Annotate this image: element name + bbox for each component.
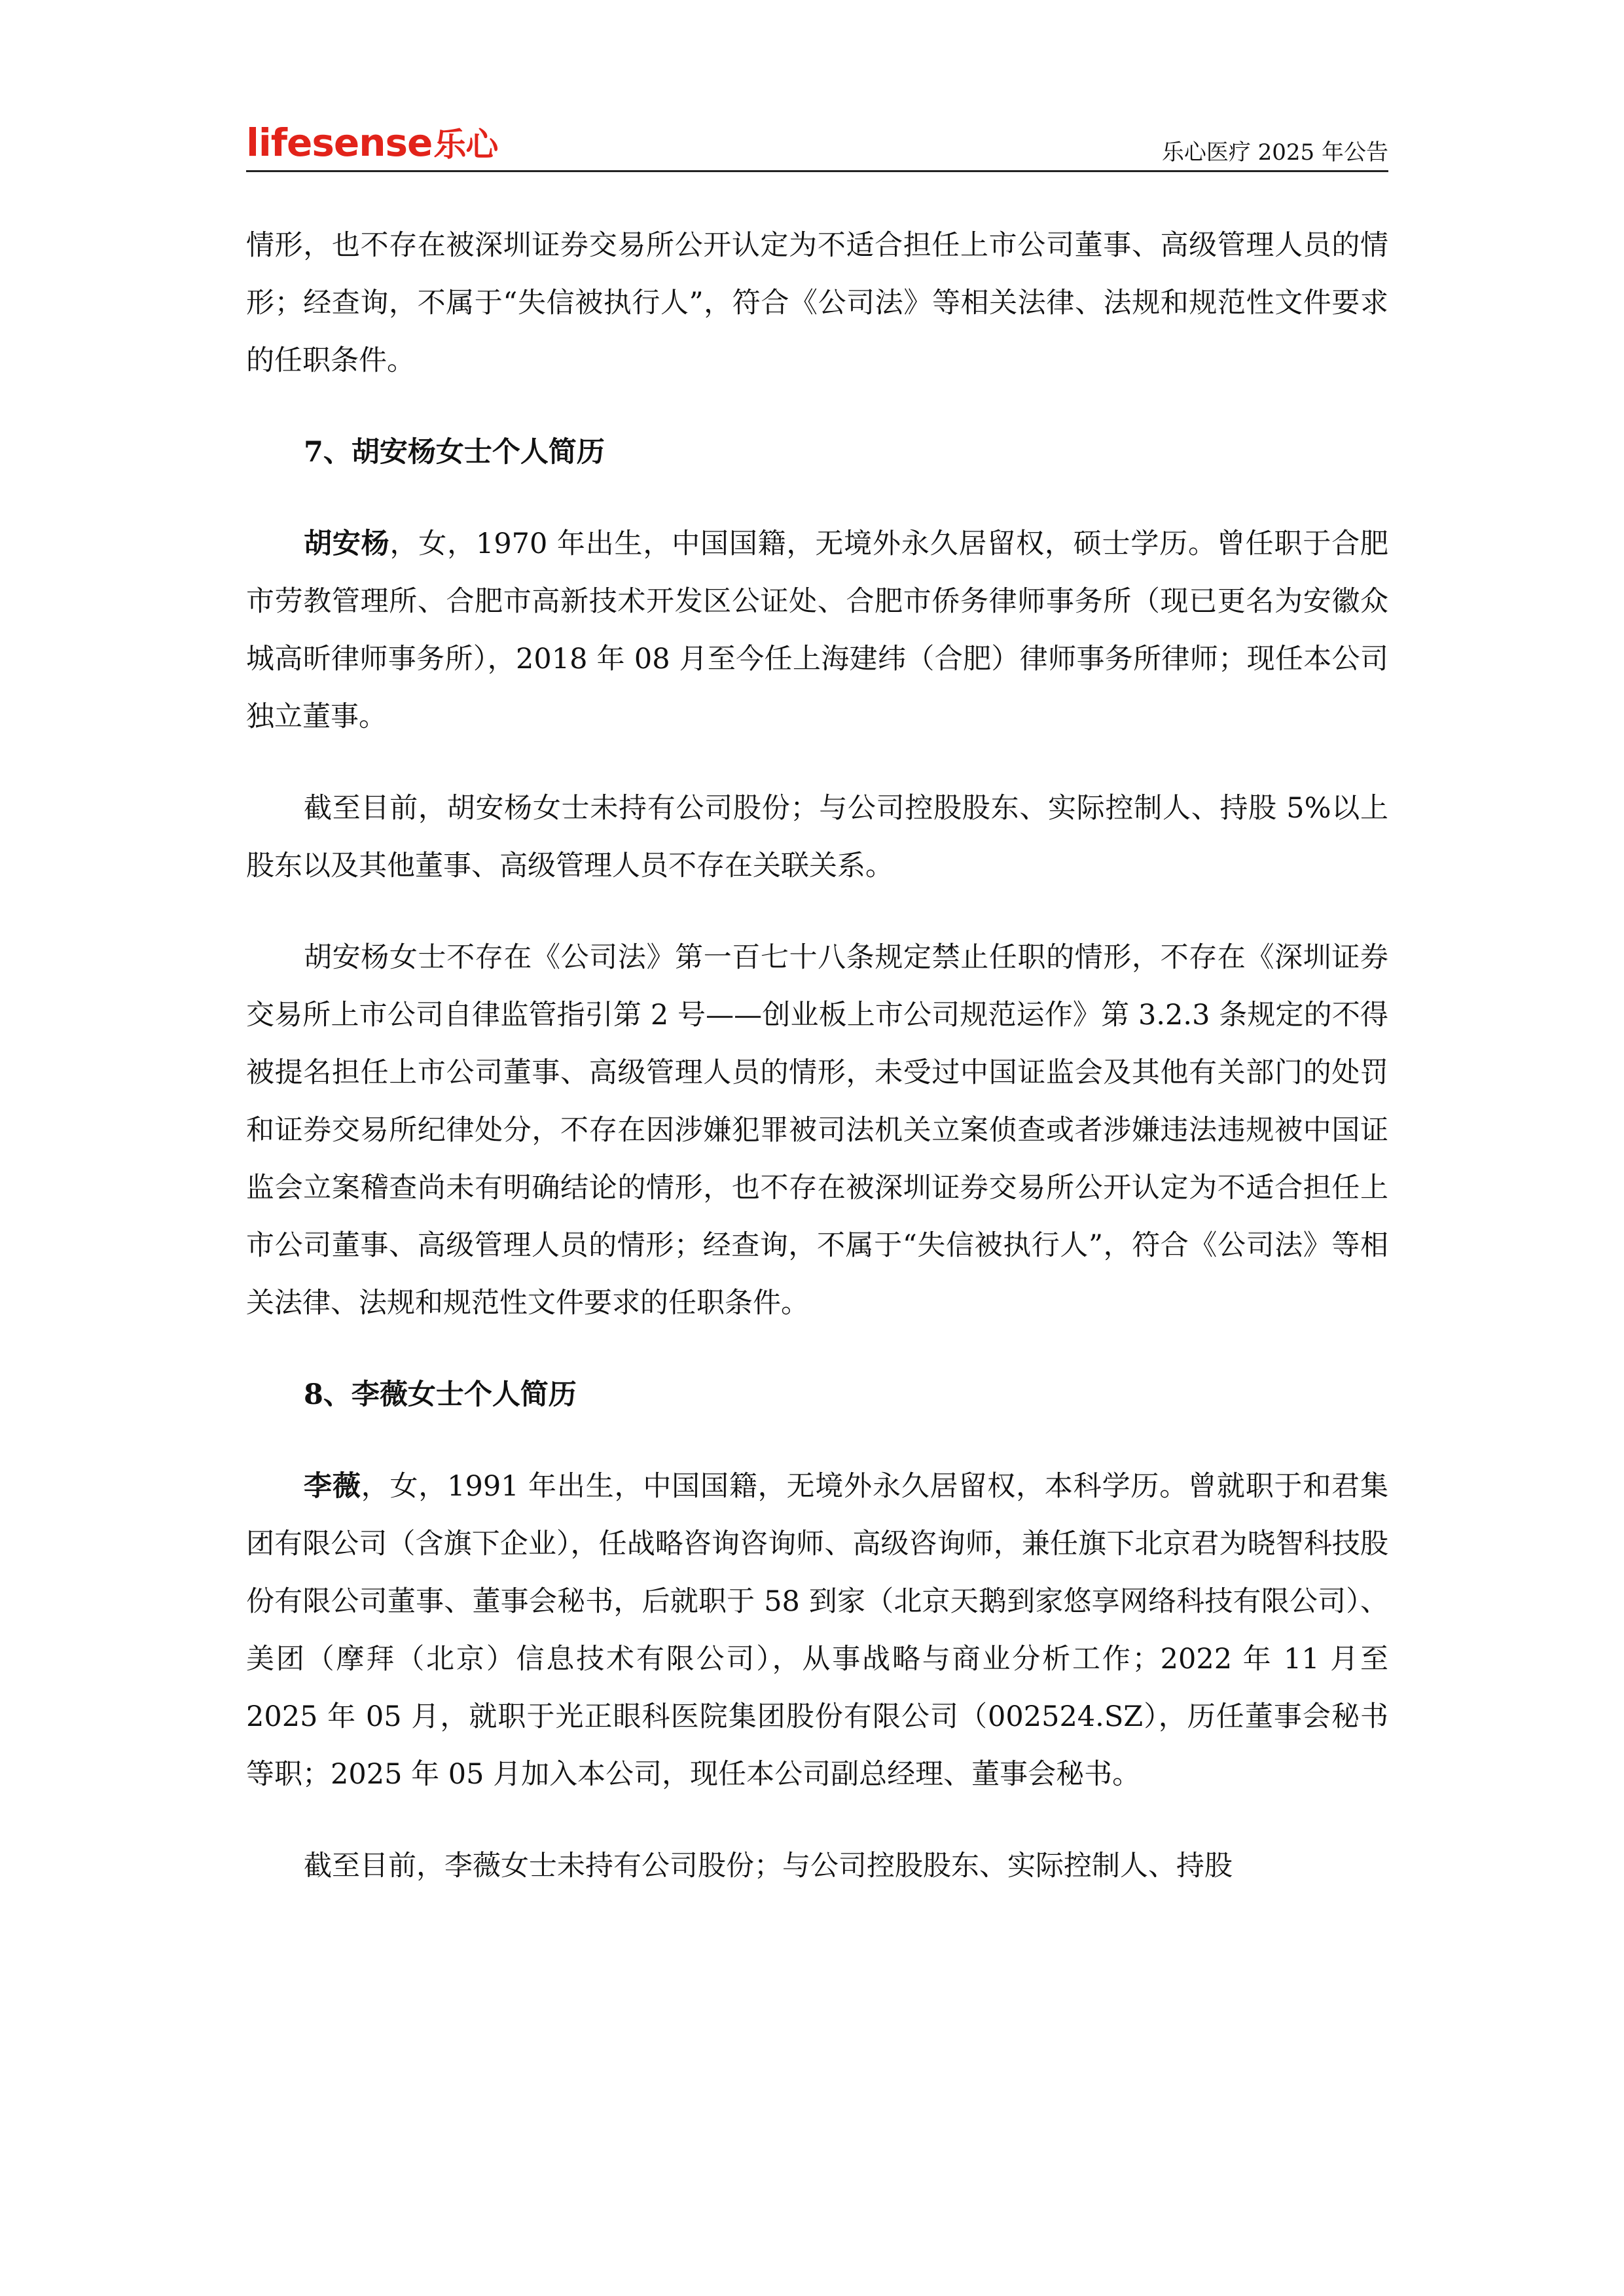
bio-text-hu-anyang: ，女，1970 年出生，中国国籍，无境外永久居留权，硕士学历。曾任职于合肥市劳教管理所、合肥市高新技术开发区公证处、合肥市侨务律师事务所（现已更名为安徽众城高昕律师事务所），2018 年 08 月至今任上海建纬（合肥）律师事务所律师；现任本公司独立董事。 — [246, 528, 1388, 733]
paragraph-continued: 情形，也不存在被深圳证券交易所公开认定为不适合担任上市公司董事、高级管理人员的情形；经查询，不属于“失信被执行人”，符合《公司法》等相关法律、法规和规范性文件要求的任职条件。 — [246, 229, 1388, 377]
paragraph-li-wei-shareholding: 截至目前，李薇女士未持有公司股份；与公司控股股东、实际控制人、持股 — [304, 1850, 1233, 1882]
lifesense-logo — [246, 120, 498, 165]
paragraph-hu-anyang-bio — [246, 515, 1388, 745]
paragraph-li-wei-bio — [246, 1458, 1388, 1803]
bio-text-li-wei: ，女，1991 年出生，中国国籍，无境外永久居留权，本科学历。曾就职于和君集团有限公司（含旗下企业），任战略咨询咨询师、高级咨询师，兼任旗下北京君为晓智科技股份有限公司董事、董事会秘书，后就职于 58 到家（北京天鹅到家悠享网络科技有限公司）、美团（摩拜（北京）信息技术有限公司），从事战略与商业分析工作；2022 年 11 月至 2025 年 05 月，就职于光正眼科医院集团股份有限公司（002524.SZ），历任董事会秘书等职；2025 年 05 月加入本公司，现任本公司副总经理、董事会秘书。 — [246, 1470, 1388, 1791]
logo-text-en: lifesense — [246, 120, 433, 165]
section-heading-8: 8、李薇女士个人简历 — [304, 1378, 577, 1411]
paragraph-hu-anyang-qualification: 胡安杨女士不存在《公司法》第一百七十八条规定禁止任职的情形，不存在《深圳证券交易所上市公司自律监管指引第 2 号——创业板上市公司规范运作》第 3.2.3 条规定的不得被提名担任上市公司董事、高级管理人员的情形，未受过中国证监会及其他有关部门的处罚和证券交易所纪律处分，不存在因涉嫌犯罪被司法机关立案侦查或者涉嫌违法违规被中国证监会立案稽查尚未有明确结论的情形，也不存在被深圳证券交易所公开认定为不适合担任上市公司董事、高级管理人员的情形；经查询，不属于“失信被执行人”，符合《公司法》等相关法律、法规和规范性文件要求的任职条件。 — [246, 941, 1388, 1319]
person-name-li-wei: 李薇 — [304, 1470, 361, 1503]
paragraph-hu-anyang-shareholding: 截至目前，胡安杨女士未持有公司股份；与公司控股股东、实际控制人、持股 5%以上股东以及其他董事、高级管理人员不存在关联关系。 — [246, 792, 1388, 882]
section-heading-7: 7、胡安杨女士个人简历 — [304, 436, 605, 469]
document-body — [246, 217, 1388, 1929]
logo-text-cn: 乐心 — [433, 126, 498, 164]
person-name-hu-anyang: 胡安杨 — [304, 528, 390, 560]
page-header — [246, 120, 1388, 172]
header-title: 乐心医疗 2025 年公告 — [1161, 139, 1388, 166]
